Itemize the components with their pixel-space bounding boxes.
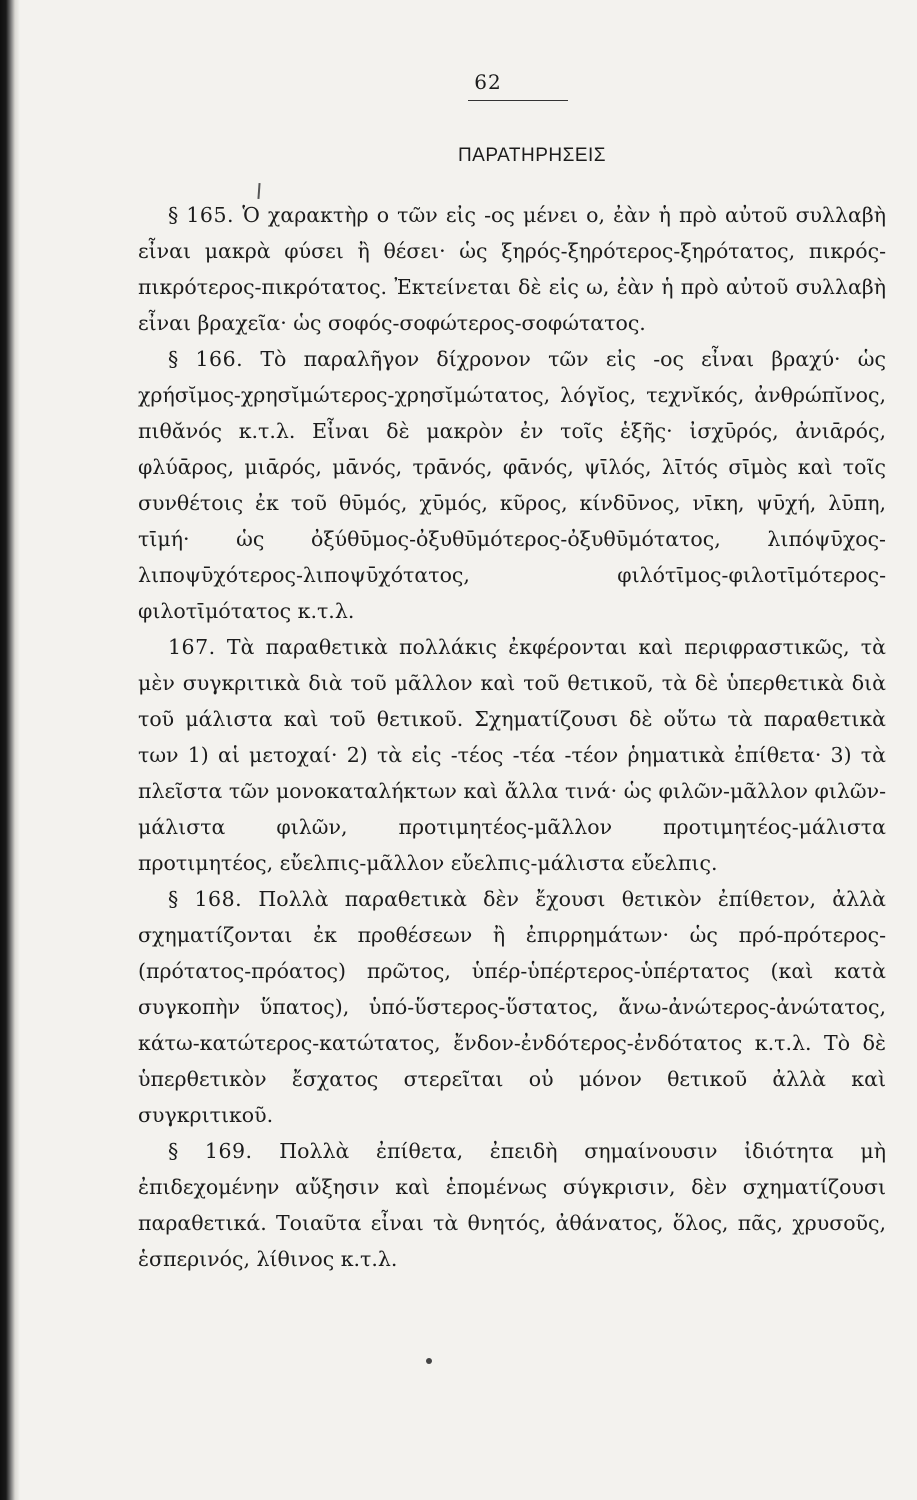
section-text: Τὰ παραθετικὰ πολλάκις ἐκφέρονται καὶ περιφραστικῶς, τὰ μὲν συγκριτικὰ διὰ τοῦ μᾶλλον καὶ τοῦ θετικοῦ, τὰ δὲ ὑπερθετικὰ διὰ τοῦ μάλιστα καὶ τοῦ θετικοῦ. Σχηματίζουσι δὲ οὕτω τὰ παραθετικὰ των 1) αἱ μετοχαί· 2) τὰ εἰς -τέος -τέα -τέον ῥηματικὰ ἐπίθετα· 3) τὰ πλεῖστα τῶν μονοκαταλήκτων καὶ ἄλλα τινά· ὡς φιλῶν-μᾶλλον φιλῶν-μάλιστα φιλῶν, προτιμητέος-μᾶλλον προτιμητέος-μάλιστα προτιμητέος, εὔελπις-μᾶλλον εὔελπις-μάλιστα εὔελπις. xyxy=(138,635,886,875)
section-169 xyxy=(138,1133,886,1277)
section-number: 167. xyxy=(168,635,216,659)
section-mark: § xyxy=(168,1139,179,1163)
section-text: Τὸ παραλῆγον δίχρονον τῶν εἰς -ος εἶναι βραχύ· ὡς χρήσῐμος-χρησῐμώτερος-χρησῐμώτατος, λόγῐος, τεχνῐκός, ἀνθρώπῐνος, πιθᾰνός κ.τ.λ. Εἶναι δὲ μακρὸν ἐν τοῖς ἑξῆς· ἰσχῡρός, ἀνιᾱρός, φλύᾱρος, μιᾱρός, μᾱνός, τρᾱνός, φᾱνός, ψῑλός, λῑτός σῑμὸς καὶ τοῖς συνθέτοις ἐκ τοῦ θῡμός, χῡμός, κῦρος, κίνδῡνος, νῑκη, ψῡχή, λῡπη, τῑμή· ὡς ὀξύθῡμος-ὀξυθῡμότερος-ὀξυθῡμότατος, λιπόψῡχος-λιποψῡχότερος-λιποψῡχότατος, φιλότῑμος-φιλοτῑμότερος-φιλοτῑμότατος κ.τ.λ. xyxy=(138,347,886,623)
section-166 xyxy=(138,341,886,629)
section-167 xyxy=(138,629,886,881)
section-number: 168. xyxy=(194,887,243,911)
section-mark: § xyxy=(168,887,179,911)
section-number: 165. xyxy=(186,203,235,227)
stray-ink-dot xyxy=(426,1358,432,1364)
page-number-rule xyxy=(468,100,568,101)
book-page xyxy=(138,70,886,1277)
section-mark: § xyxy=(168,347,179,371)
section-number: 166. xyxy=(195,347,244,371)
scan-binding-edge xyxy=(0,0,20,1500)
page-number: 62 xyxy=(474,70,502,94)
section-165 xyxy=(138,197,886,341)
section-text: Πολλὰ ἐπίθετα, ἐπειδὴ σημαίνουσιν ἰδιότητα μὴ ἐπιδεχομένην αὔξησιν καὶ ἑπομένως σύγκρισιν, δὲν σχηματίζουσι παραθετικά. Τοιαῦτα εἶναι τὰ θνητός, ἀθάνατος, ὅλος, πᾶς, χρυσοῦς, ἑσπερινός, λίθινος κ.τ.λ. xyxy=(138,1139,886,1271)
page-title: ΠΑΡΑΤΗΡΗΣΕΙΣ xyxy=(457,145,607,166)
section-text: Πολλὰ παραθετικὰ δὲν ἔχουσι θετικὸν ἐπίθετον, ἀλλὰ σχηματίζονται ἐκ προθέσεων ἢ ἐπιρρημάτων· ὡς πρό-πρότερος-(πρότατος-πρόατος) πρῶτος, ὑπέρ-ὑπέρτερος-ὑπέρτατος (καὶ κατὰ συγκοπὴν ὕπατος), ὑπό-ὕστερος-ὕστατος, ἄνω-ἀνώτερος-ἀνώτατος, κάτω-κατώτερος-κατώτατος, ἔνδον-ἐνδότερος-ἐνδότατος κ.τ.λ. Τὸ δὲ ὑπερθετικὸν ἔσχατος στερεῖται οὐ μόνον θετικοῦ ἀλλὰ καὶ συγκριτικοῦ. xyxy=(138,887,886,1127)
section-text: Ὁ χαρακτὴρ ο τῶν εἰς -ος μένει ο, ἐὰν ἡ πρὸ αὐτοῦ συλλαβὴ εἶναι μακρὰ φύσει ἢ θέσει· ὡς ξηρός-ξηρότερος-ξηρότατος, πικρός-πικρότερος-πικρότατος. Ἐκτείνεται δὲ εἰς ω, ἐὰν ἡ πρὸ αὐτοῦ συλλαβὴ εἶναι βραχεῖα· ὡς σοφός-σοφώτερος-σοφώτατος. xyxy=(138,203,886,335)
section-number: 169. xyxy=(204,1139,253,1163)
section-168 xyxy=(138,881,886,1133)
section-mark: § xyxy=(168,203,179,227)
